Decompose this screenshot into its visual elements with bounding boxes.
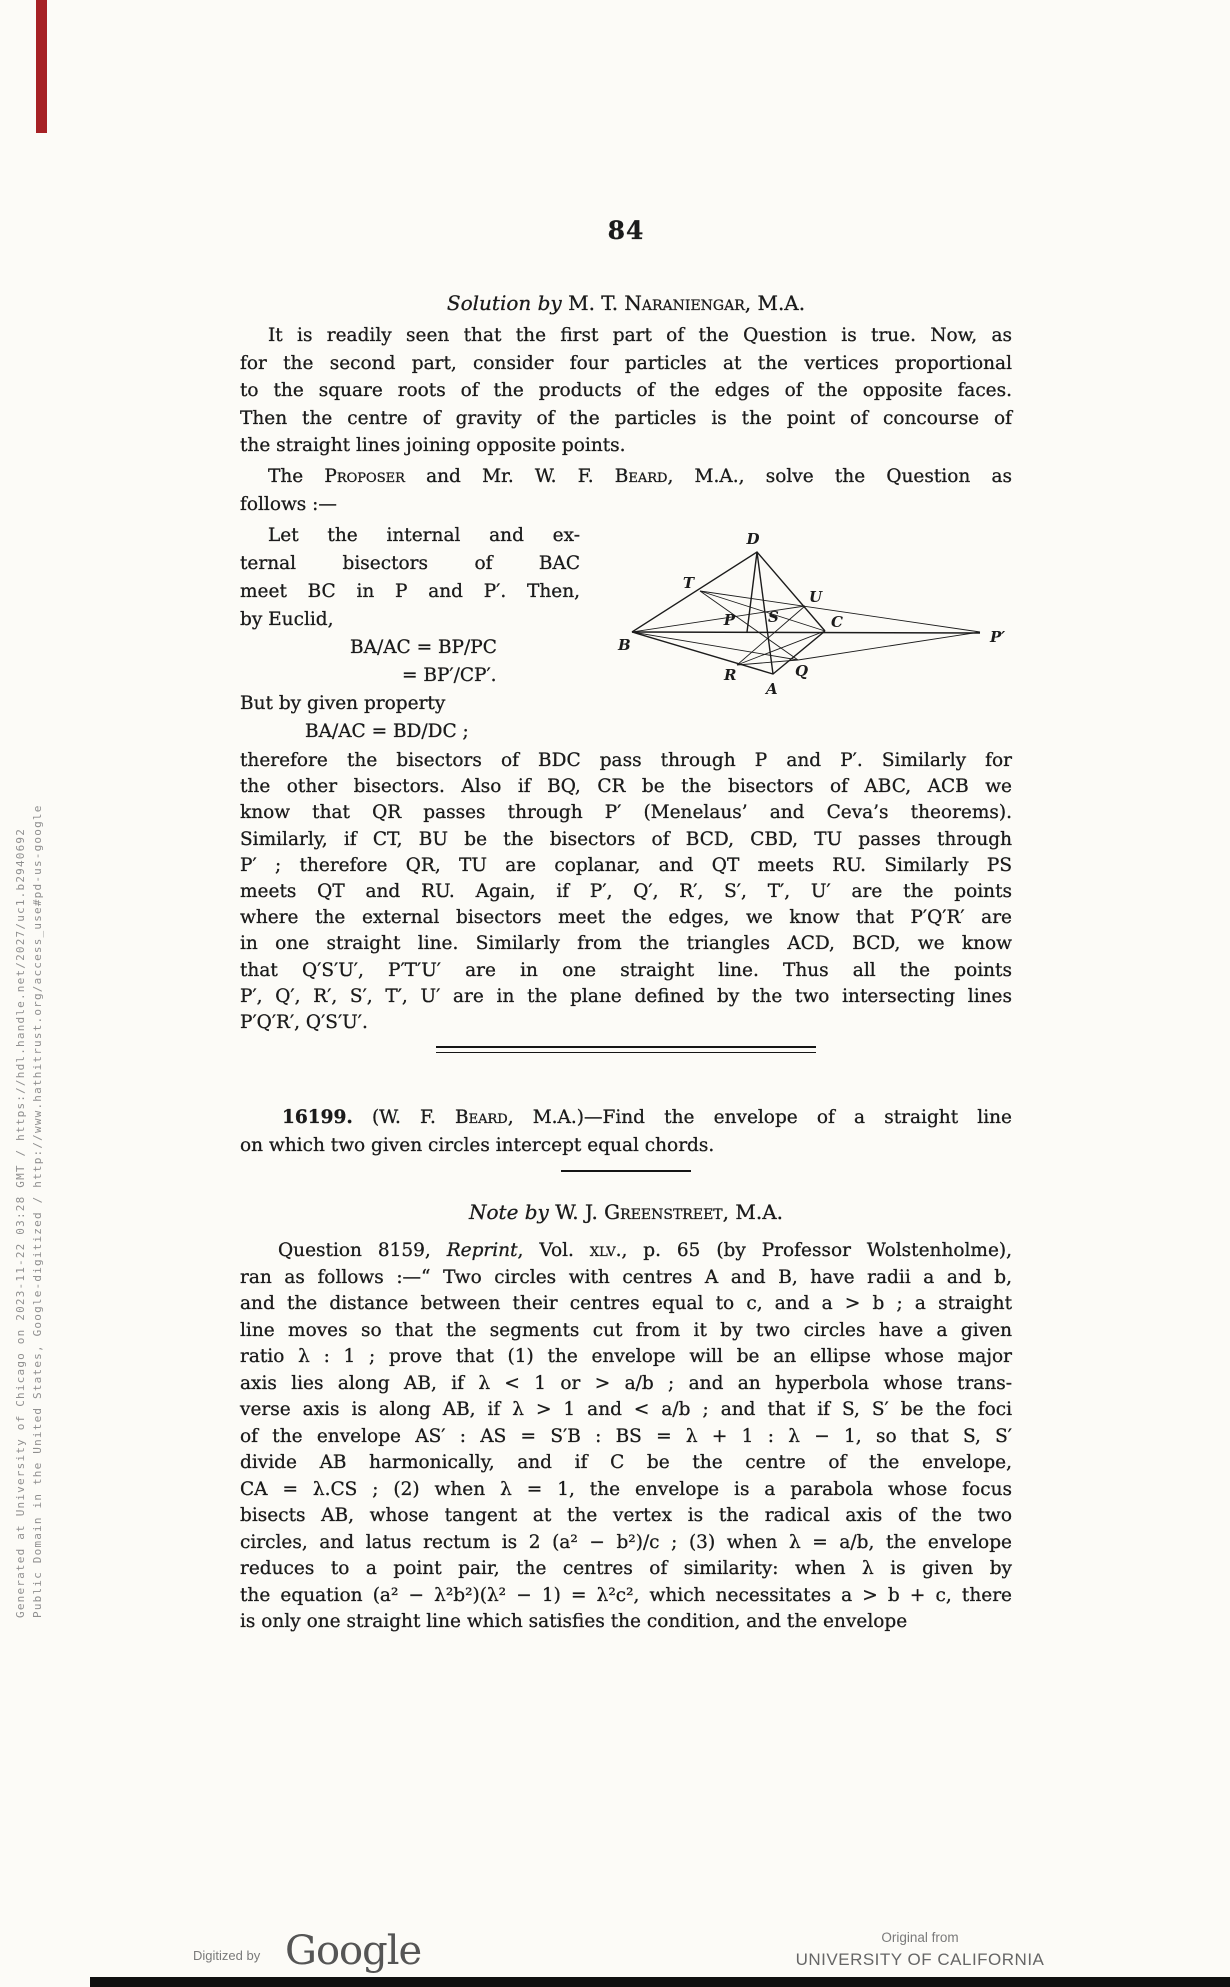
text-line: follows :—	[240, 494, 337, 515]
text-segment: , Vol.	[517, 1240, 590, 1261]
text-line: P′, Q′, R′, S′, T′, U′ are in the plane defined by the two intersecting lines	[240, 985, 1012, 1007]
figure-label-B: B	[618, 636, 631, 654]
text-line: the straight lines joining opposite points.	[240, 435, 626, 456]
text-line: P′Q′R′, Q′S′U′.	[240, 1012, 368, 1034]
text-line: is only one straight line which satisfies the condition, and the envelope	[240, 1611, 908, 1632]
text-line: of the envelope AS′ : AS = S′B : BS = λ + 1 : λ − 1, so that S, S′	[240, 1425, 1012, 1447]
text-line: meet BC in P and P′. Then,	[240, 581, 580, 602]
note-heading	[240, 1200, 1012, 1224]
figure-section	[240, 522, 1012, 750]
text-line	[240, 463, 1012, 491]
equation-line: = BP′/CP′.	[402, 665, 497, 686]
text-line: axis lies along AB, if λ < 1 or > a/b ; and an hyperbola whose trans-	[240, 1372, 1012, 1394]
text-segment: Question 8159,	[278, 1240, 447, 1261]
double-rule-divider	[240, 1046, 1012, 1053]
figure-label-P: P	[723, 611, 735, 629]
text-line: Then the centre of gravity of the particles is the point of concourse of	[240, 407, 1012, 429]
text-line: that Q′S′U′, P′T′U′ are in one straight line. Thus all the points	[240, 959, 1012, 981]
proposer-paragraph	[240, 463, 1012, 519]
solution-paragraph-1	[240, 322, 1012, 460]
watermark-generated-line: Generated at University of Chicago on 2023-11-22 03:28 GMT / https://hdl.handle.net/2027/uc1.b2940692	[14, 827, 27, 1618]
text-line: ternal bisectors of BAC	[240, 553, 580, 574]
text-line: ran as follows :—“ Two circles with centres A and B, have radii a and b,	[240, 1266, 1012, 1288]
text-line: verse axis is along AB, if λ > 1 and < a/b ; and that if S, S′ be the foci	[240, 1399, 1012, 1420]
text-line: P′ ; therefore QR, TU are coplanar, and QT meets RU. Similarly PS	[240, 854, 1012, 876]
text-segment: The	[268, 466, 325, 487]
text-segment: ., p. 65 (by Professor Wolstenholme),	[615, 1240, 1012, 1261]
text-line: the other bisectors. Also if BQ, CR be the bisectors of ABC, ACB we	[240, 776, 1012, 798]
solution-paragraph-3	[240, 748, 1012, 1036]
figure-label-R: R	[724, 666, 737, 684]
digitized-by-label: Digitized by	[193, 1948, 261, 1963]
solution-heading	[240, 291, 1012, 315]
original-from-label: Original from	[881, 1930, 959, 1945]
page-number: 84	[607, 216, 645, 245]
text-line: divide AB harmonically, and if C be the centre of the envelope,	[240, 1452, 1012, 1473]
volume-numeral: xlv	[589, 1240, 616, 1261]
figure-label-P-prime: P′	[990, 628, 1006, 646]
text-line: the equation (a² − λ²b²)(λ² − 1) = λ²c², which necessitates a > b + c, there	[240, 1584, 1012, 1606]
text-line: circles, and latus rectum is 2 (a² − b²)/c ; (3) when λ = a/b, the envelope	[240, 1531, 1012, 1553]
equation-line: BA/AC = BP/PC	[350, 637, 497, 658]
text-line: on which two given circles intercept equal chords.	[240, 1135, 715, 1156]
text-line: for the second part, consider four particles at the vertices proportional	[240, 352, 1012, 374]
question-author: Beard	[455, 1107, 508, 1128]
text-line: ratio λ : 1 ; prove that (1) the envelope will be an ellipse whose major	[240, 1346, 1012, 1367]
text-line: It is readily seen that the first part of the Question is true. Now, as	[268, 325, 1012, 346]
tetrahedron-figure	[590, 514, 1040, 709]
hathitrust-watermark	[12, 768, 46, 1618]
note-paragraph	[240, 1238, 1012, 1636]
scan-bottom-edge	[90, 1977, 1230, 1987]
text-line: therefore the bisectors of BDC pass through P and P′. Similarly for	[240, 750, 1012, 771]
solution-heading-suffix: , M.A.	[744, 291, 806, 315]
reprint-title: Reprint	[446, 1240, 518, 1261]
text-line: Similarly, if CT, BU be the bisectors of BCD, CBD, TU passes through	[240, 828, 1012, 850]
text-segment: (W. F.	[352, 1107, 455, 1128]
institution-label: UNIVERSITY OF CALIFORNIA	[795, 1950, 1045, 1969]
note-heading-prefix: Note by	[468, 1200, 556, 1224]
watermark-publicdomain-line: Public Domain in the United States, Google-digitized / http://www.hathitrust.org/access_use#pd-us-google	[31, 804, 44, 1618]
short-rule-divider	[240, 1170, 1012, 1172]
solution-author-name: M. T. Naraniengar	[568, 291, 745, 315]
text-line	[240, 1104, 1012, 1132]
text-line: know that QR passes through P′ (Menelaus’ and Ceva’s theorems).	[240, 802, 1012, 824]
figure-label-A: A	[766, 680, 778, 698]
text-line: in one straight line. Similarly from the triangles ACD, BCD, we know	[240, 933, 1012, 955]
note-author-name: W. J. Greenstreet	[555, 1200, 723, 1224]
text-line: to the square roots of the products of the edges of the opposite faces.	[240, 380, 1012, 401]
figure-label-D: D	[746, 530, 760, 548]
beard-name: Beard	[614, 466, 668, 487]
text-segment: , M.A.)—Find the envelope of a straight line	[507, 1107, 1012, 1128]
text-line: by Euclid,	[240, 609, 334, 630]
figure-side-text	[240, 522, 580, 746]
text-segment: and Mr. W. F.	[404, 466, 615, 487]
text-segment: , M.A., solve the Question as	[667, 466, 1012, 487]
text-line: line moves so that the segments cut from it by two circles have a given	[240, 1319, 1012, 1341]
figure-label-Q: Q	[795, 662, 809, 680]
text-line: meets QT and RU. Again, if P′, Q′, R′, S′, T′, U′ are the points	[240, 881, 1012, 903]
figure-label-U: U	[809, 588, 823, 606]
text-line: Let the internal and ex-	[268, 525, 580, 546]
text-line: CA = λ.CS ; (2) when λ = 1, the envelope is a parabola whose focus	[240, 1478, 1012, 1500]
proposer-name: Proposer	[324, 466, 405, 487]
google-logo: Google	[285, 1928, 422, 1974]
note-paragraph-lines	[240, 1265, 1012, 1636]
figure-label-C: C	[831, 613, 843, 631]
question-16199	[240, 1104, 1012, 1160]
text-line: But by given property	[240, 693, 446, 714]
text-line	[240, 1238, 1012, 1265]
equation-line: BA/AC = BD/DC ;	[305, 721, 469, 742]
text-line: reduces to a point pair, the centres of similarity: when λ is given by	[240, 1558, 1012, 1579]
text-line: bisects AB, whose tangent at the vertex is the radical axis of the two	[240, 1505, 1012, 1526]
note-heading-suffix: , M.A.	[722, 1200, 783, 1224]
solution-heading-prefix: Solution by	[446, 291, 569, 315]
question-number: 16199.	[282, 1107, 353, 1128]
figure-label-T: T	[682, 574, 694, 592]
text-line: and the distance between their centres equal to c, and a > b ; a straight	[240, 1293, 1012, 1314]
scan-red-edge-mark	[36, 0, 47, 133]
figure-label-S: S	[768, 608, 779, 626]
text-line: where the external bisectors meet the edges, we know that P′Q′R′ are	[240, 907, 1012, 929]
